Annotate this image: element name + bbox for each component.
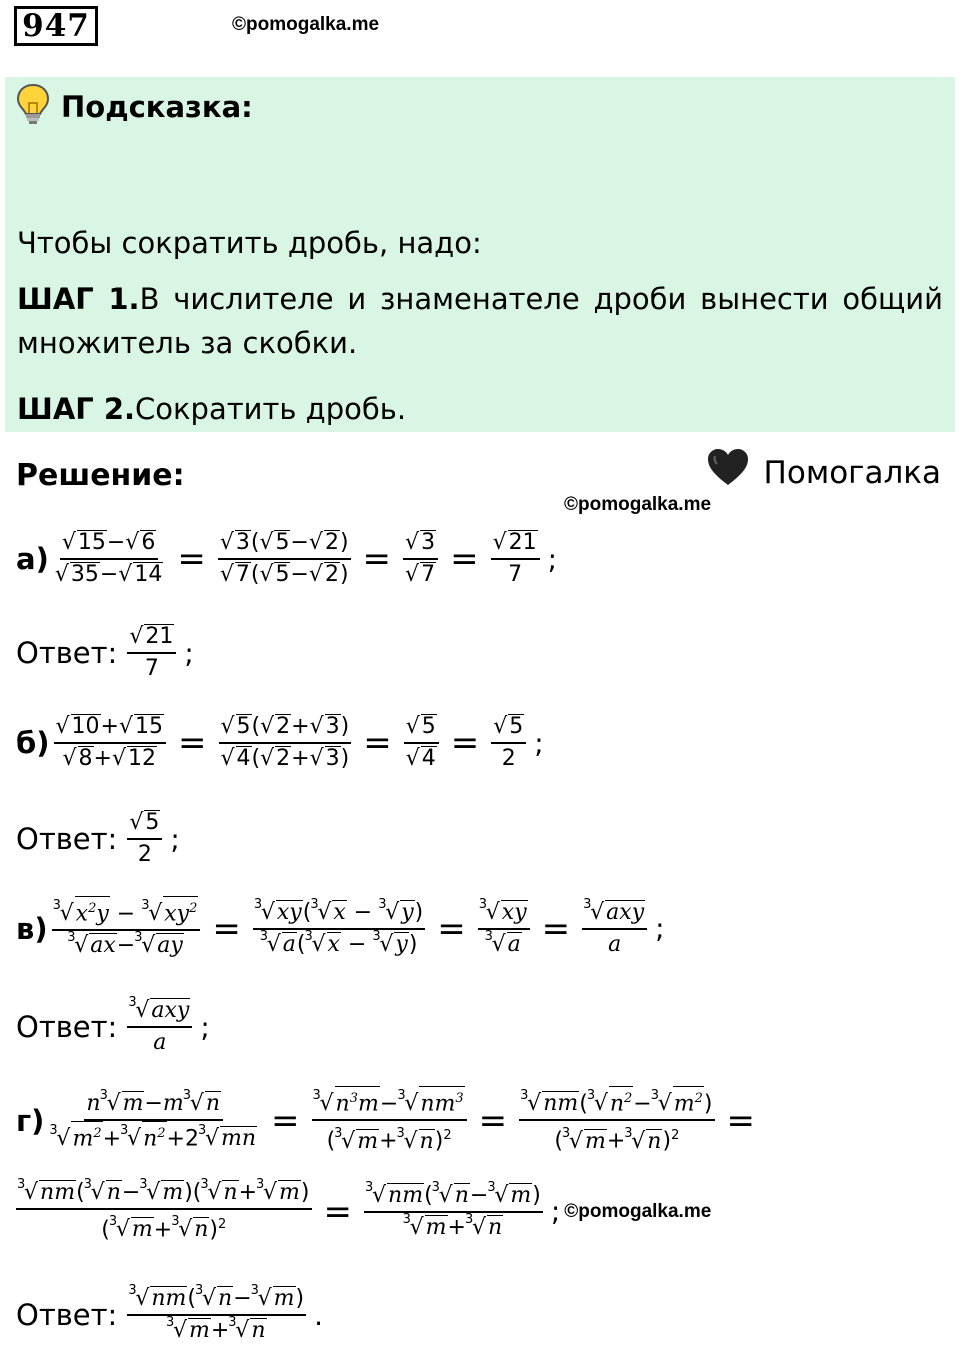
part-b-answer: Ответ: √ 5 2 ; — [16, 808, 180, 870]
hint-intro: Чтобы сократить дробь, надо: — [17, 226, 482, 260]
answer-label: Ответ: — [16, 1298, 118, 1332]
answer-c-fraction: 3 √ axy a — [127, 996, 192, 1058]
fraction: 3 √ nm( 3 √ n− 3 √ m) 3 √ m+ 3 √ n — [364, 1181, 543, 1243]
part-a-solution: а) √ 15−√ 6 √ 35−√ 14 = √ 3(√ 5−√ 2) √ 7(√ 5−√ 2) = √ 3 √ 7 = √ $\frac{21}{7}$ ; — [16, 528, 557, 590]
answer-label: Ответ: — [16, 822, 118, 856]
part-d-label: г) — [16, 1104, 45, 1139]
fraction: n 3 √ m−m 3 √ n 3 √ $m^2+$ 3 √ $n^2+2$ 3 √ mn — [48, 1089, 259, 1154]
answer-label: Ответ: — [16, 636, 118, 670]
answer-label: Ответ: — [16, 1010, 118, 1044]
fraction: 3 √ axy a — [582, 898, 647, 960]
part-a-label: а) — [16, 542, 49, 576]
brand-name: Помогалка — [763, 455, 941, 491]
step-2-label: ШАГ 2. — [17, 392, 136, 426]
fraction: √ $\frac{5}{2}$ — [491, 712, 526, 774]
step-1-text: В числителе и знаменателе дроби вынести общий множитель за скобки. — [17, 282, 943, 360]
fraction: 3 √ nm( 3 √ n− 3 √ m)( 3 √ n+ 3 √ m) ( 3 √ m+ 3 √ n)$^2$ — [16, 1178, 312, 1245]
watermark-bottom: ©pomogalka.me — [564, 1200, 712, 1222]
fraction: 3 √ xy( 3 √ x − 3 √ y) 3 √ a( 3 √ x − 3 √ y) — [253, 898, 425, 960]
fraction: √ 15−√ 6 √ 35−√ 14 — [53, 528, 166, 590]
brand-badge — [706, 447, 941, 499]
step-1-label: ШАГ 1. — [17, 282, 140, 316]
fraction: 3 √ xy 3 √ a — [478, 898, 530, 960]
hint-step-1 — [17, 277, 943, 365]
part-d-solution-line-2: 3 √ nm( 3 √ n− 3 √ m)( 3 √ n+ 3 √ m) ( 3 √ m+ 3 √ n)$^2$ = 3 √ nm( 3 √ n− 3 √ m) 3 √ m+ 3 √ n ; ©pomogalka.me — [16, 1178, 711, 1245]
lightbulb-icon — [15, 83, 51, 137]
watermark-top: ©pomogalka.me — [232, 14, 380, 35]
part-c-answer: Ответ: 3 √ axy a ; — [16, 996, 210, 1058]
fraction: √ 3(√ 5−√ 2) √ 7(√ 5−√ 2) — [218, 528, 351, 590]
fraction: √ 10+√ 15 √ 8+√ 12 — [54, 712, 167, 774]
part-d-solution-line-1: г) n 3 √ m−m 3 √ n 3 √ $m^2+$ 3 √ $n^2+2$ 3 √ mn = 3 √ $n^3m-$ 3 √ $nm^3$ ( 3 √ m+ 3 √ n)$^2$ = 3 √ nm( 3 √ $n^2-$ 3 √ $m^2$) ( 3 √ m+ 3 √ n)$^2$ = — [16, 1086, 763, 1157]
part-b-label: б) — [16, 726, 50, 760]
hint-step-2 — [17, 387, 406, 431]
step-2-text: Сократить дробь. — [135, 392, 407, 426]
part-c-solution: в) 3 √ $x^2y$ − 3 √ $xy^2$ 3 √ ax− 3 √ ay = 3 √ xy( 3 √ x − 3 √ y) 3 √ a( 3 √ x − 3 √ y) = 3 √ xy 3 √ a = 3 √ axy a ; — [16, 896, 665, 961]
fraction: 3 √ $n^3m-$ 3 √ $nm^3$ ( 3 √ m+ 3 √ n)$^2$ — [312, 1086, 467, 1157]
part-a-answer: Ответ: √ 21 7 ; — [16, 622, 194, 684]
fraction: 3 √ nm( 3 √ $n^2-$ 3 √ $m^2$) ( 3 √ m+ 3 √ n)$^2$ — [519, 1086, 714, 1157]
watermark-middle: ©pomogalka.me — [564, 494, 712, 515]
part-d-answer: Ответ: 3 √ nm( 3 √ n− 3 √ m) 3 √ m+ 3 √ n . — [16, 1284, 323, 1346]
answer-b-fraction: √ 5 2 — [127, 808, 162, 870]
heart-icon — [706, 447, 750, 499]
solution-title: Решение: — [16, 458, 185, 493]
task-number: 947 — [14, 6, 98, 46]
fraction: √ 3 √ 7 — [403, 528, 438, 590]
part-b-solution: б) √ 10+√ 15 √ 8+√ 12 = √ 5(√ 2+√ 3) √ 4(√ 2+√ 3) = √ 5 √ 4 = √ $\frac{5}{2}$ ; — [16, 712, 544, 774]
fraction: √ 5 √ 4 — [404, 712, 439, 774]
answer-d-fraction: 3 √ nm( 3 √ n− 3 √ m) 3 √ m+ 3 √ n — [127, 1284, 306, 1346]
fraction: √ $\frac{21}{7}$ — [491, 528, 540, 590]
hint-title: Подсказка: — [61, 90, 253, 124]
fraction: 3 √ $x^2y$ − 3 √ $xy^2$ 3 √ ax− 3 √ ay — [52, 896, 201, 961]
part-c-label: в) — [16, 911, 48, 946]
answer-a-fraction: √ 21 7 — [127, 622, 176, 684]
fraction: √ 5(√ 2+√ 3) √ 4(√ 2+√ 3) — [219, 712, 352, 774]
